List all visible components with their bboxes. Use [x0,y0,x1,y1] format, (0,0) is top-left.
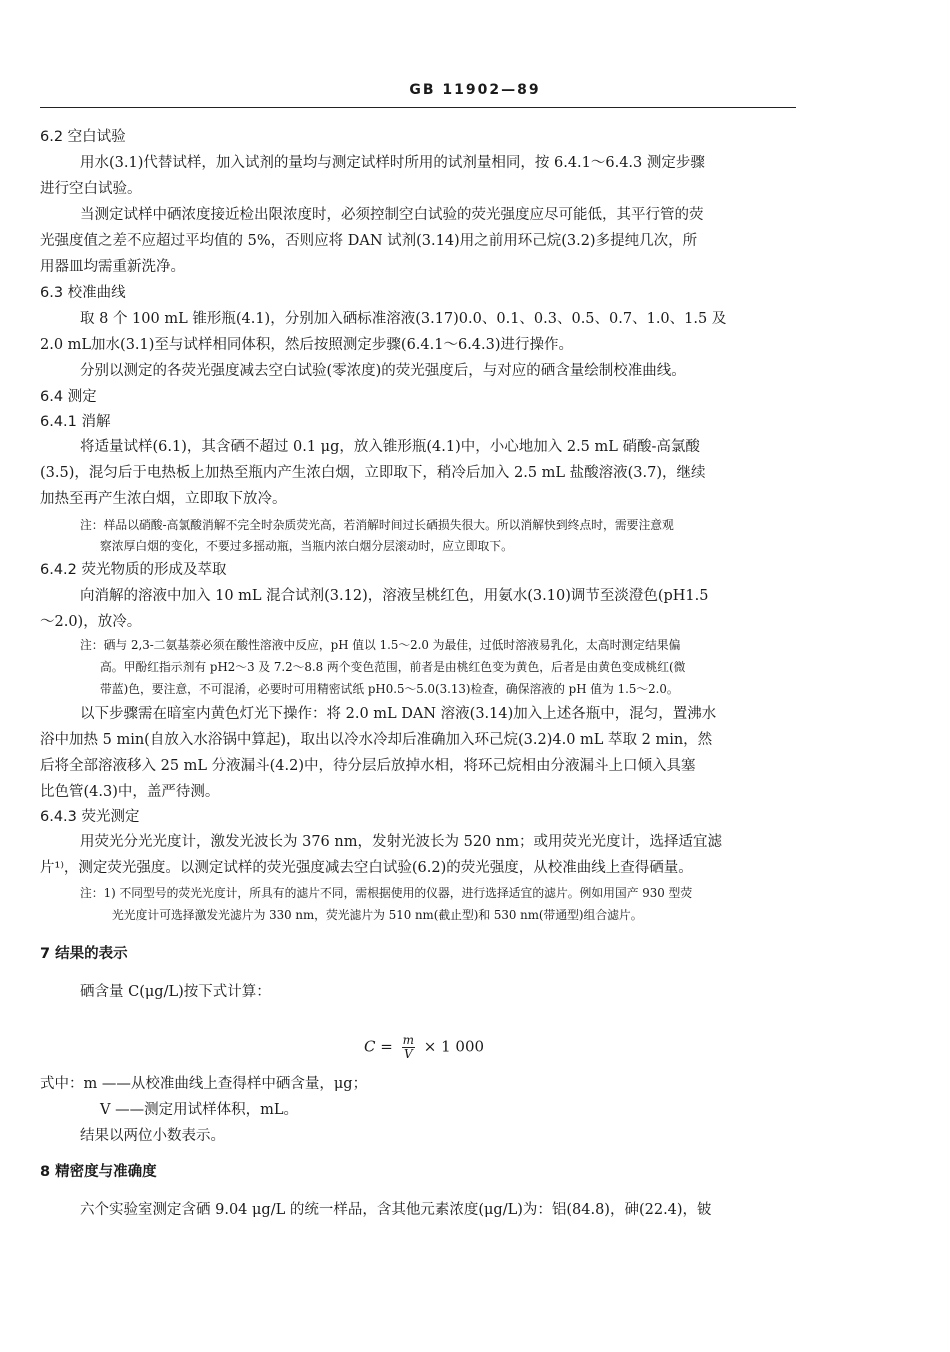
formula [364,1034,484,1061]
section-heading: 6.3 校准曲线 [40,285,126,301]
text-line: V ——测定用试样体积，mL。 [100,1102,298,1118]
formula-denominator: V [403,1047,413,1061]
text-line: 六个实验室测定含硒 9.04 μg/L 的统一样品，含其他元素浓度(μg/L)为：铝(84.8)，砷(22.4)，铍 [80,1202,712,1218]
section-heading: 6.4.1 消解 [40,414,111,430]
section-heading: 6.4.3 荧光测定 [40,809,140,825]
section-heading: 6.4.2 荧光物质的形成及萃取 [40,562,227,578]
text-line: ～2.0)，放冷。 [40,614,142,630]
text-line: 后将全部溶液移入 25 mL 分液漏斗(4.2)中，待分层后放掉水相，将环己烷相由分液漏斗上口倾入具塞 [40,758,696,774]
text-line: 结果以两位小数表示。 [80,1128,225,1144]
text-line: (3.5)，混匀后于电热板上加热至瓶内产生浓白烟，立即取下，稍冷后加入 2.5 mL 盐酸溶液(3.7)，继续 [40,465,706,481]
section-heading: 8 精密度与准确度 [40,1164,157,1180]
text-line: 片¹⁾，测定荧光强度。以测定试样的荧光强度减去空白试验(6.2)的荧光强度，从校准曲线上查得硒量。 [40,860,693,876]
note-line: 高。甲酚红指示剂有 pH2～3 及 7.2～8.8 两个变色范围，前者是由桃红色变为黄色，后者是由黄色变成桃红(微 [100,660,686,674]
header-rule [40,107,796,108]
text-line: 浴中加热 5 min(自放入水浴锅中算起)，取出以冷水冷却后准确加入环己烷(3.2)4.0 mL 萃取 2 min，然 [40,732,713,748]
text-line: 比色管(4.3)中，盖严待测。 [40,784,220,800]
text-line: 光强度值之差不应超过平均值的 5%，否则应将 DAN 试剂(3.14)用之前用环己烷(3.2)多提纯几次，所 [40,233,698,249]
section-heading: 6.2 空白试验 [40,129,126,145]
note-line: 注：样品以硝酸-高氯酸消解不完全时杂质荧光高，若消解时间过长硒损失很大。所以消解快到终点时，需要注意观 [80,518,674,532]
text-line: 加热至再产生浓白烟，立即取下放冷。 [40,491,287,507]
section-heading: 7 结果的表示 [40,946,128,962]
text-line: 当测定试样中硒浓度接近检出限浓度时，必须控制空白试验的荧光强度应尽可能低，其平行管的荧 [80,207,704,223]
formula-numerator: m [402,1033,414,1047]
formula-fraction [402,1034,415,1061]
text-line: 进行空白试验。 [40,181,142,197]
text-line: 用水(3.1)代替试样，加入试剂的量均与测定试样时所用的试剂量相同，按 6.4.1～6.4.3 测定步骤 [80,155,705,171]
text-line: 2.0 mL加水(3.1)至与试样相同体积，然后按照测定步骤(6.4.1～6.4.3)进行操作。 [40,337,574,353]
text-line: 以下步骤需在暗室内黄色灯光下操作：将 2.0 mL DAN 溶液(3.14)加入上述各瓶中，混匀，置沸水 [80,706,717,722]
text-line: 取 8 个 100 mL 锥形瓶(4.1)，分别加入硒标准溶液(3.17)0.0、0.1、0.3、0.5、0.7、1.0、1.5 及 [80,311,727,327]
note-line: 光光度计可选择激发光滤片为 330 nm，荧光滤片为 510 nm(截止型)和 530 nm(带通型)组合滤片。 [112,908,643,922]
text-line: 用荧光分光光度计，激发光波长为 376 nm，发射光波长为 520 nm；或用荧光光度计，选择适宜滤 [80,834,722,850]
note-line: 察浓厚白烟的变化，不要过多摇动瓶，当瓶内浓白烟分层滚动时，应立即取下。 [100,539,513,553]
section-heading: 6.4 测定 [40,389,97,405]
formula-lhs: C [364,1037,376,1056]
note-line: 带蓝)色，要注意，不可混淆，必要时可用精密试纸 pH0.5～5.0(3.13)检查，确保溶液的 pH 值为 1.5～2.0。 [100,682,679,696]
note-line: 注：1) 不同型号的荧光光度计，所具有的滤片不同，需根据使用的仪器，进行选择适宜的滤片。例如用国产 930 型荧 [80,886,693,900]
text-line: 向消解的溶液中加入 10 mL 混合试剂(3.12)，溶液呈桃红色，用氨水(3.10)调节至淡澄色(pH1.5 [80,588,709,604]
page-header: GB 11902—89 [409,82,541,98]
text-line: 将适量试样(6.1)，其含硒不超过 0.1 μg，放入锥形瓶(4.1)中，小心地加入 2.5 mL 硝酸-高氯酸 [80,439,700,455]
formula-equals: = [375,1037,398,1056]
formula-rhs: × 1 000 [418,1037,485,1056]
text-line: 式中：m ——从校准曲线上查得样中硒含量，μg； [40,1076,368,1092]
text-line: 用器皿均需重新洗净。 [40,259,185,275]
note-line: 注：硒与 2,3-二氨基萘必须在酸性溶液中反应，pH 值以 1.5～2.0 为最佳，过低时溶液易乳化，太高时测定结果偏 [80,638,681,652]
text-line: 分别以测定的各荧光强度减去空白试验(零浓度)的荧光强度后，与对应的硒含量绘制校准曲线。 [80,363,686,379]
text-line: 硒含量 C(μg/L)按下式计算： [80,984,271,1000]
